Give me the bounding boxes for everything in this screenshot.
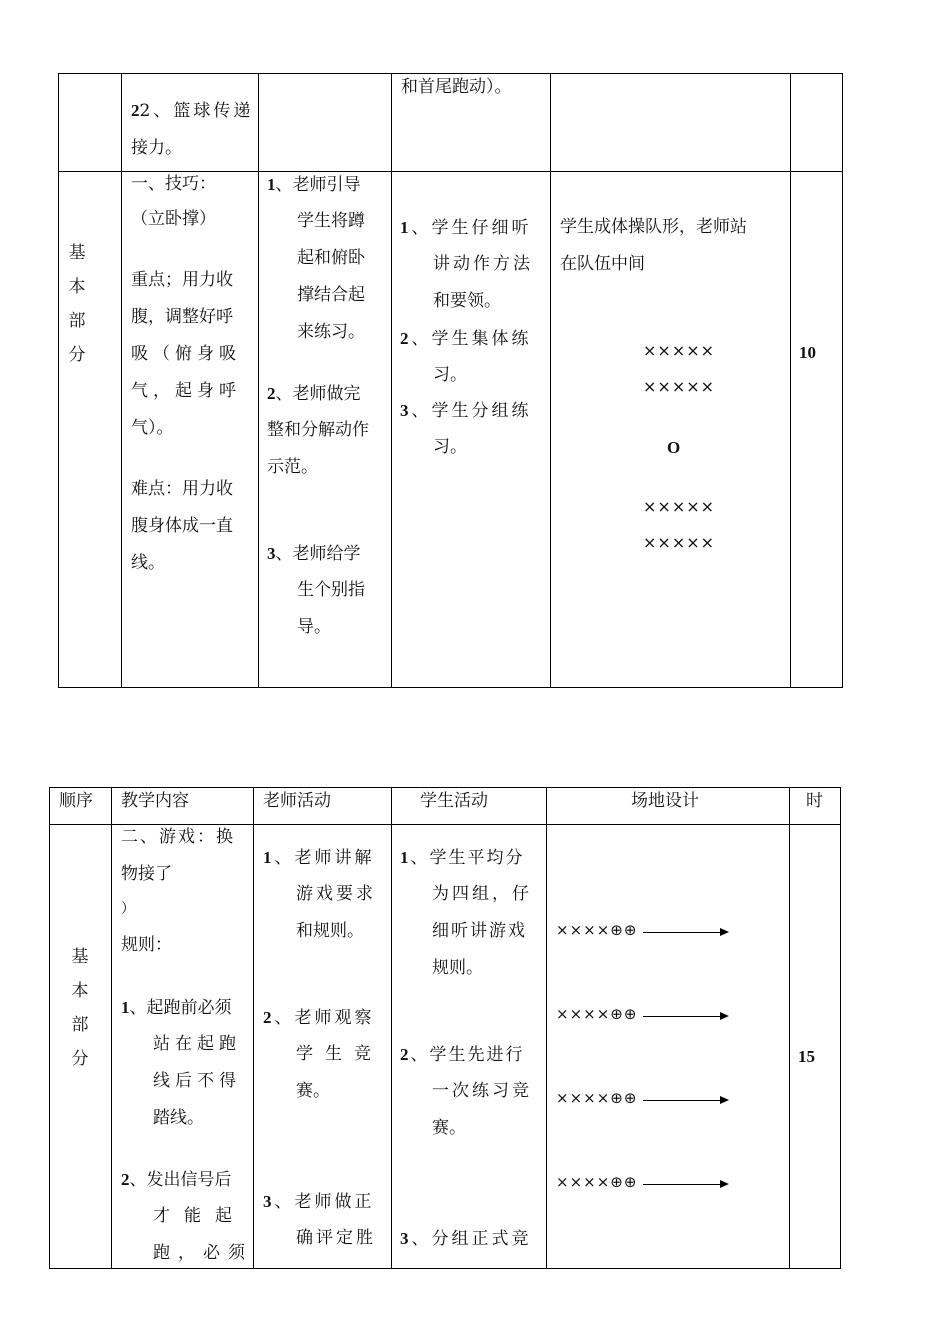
formation-row: ××××× (643, 377, 716, 396)
header-time: 时 (806, 791, 823, 811)
content-line: 接力。 (131, 138, 182, 158)
content-line: 规则： (121, 935, 172, 955)
header-order: 顺序 (59, 791, 93, 811)
header-venue: 场地设计 (631, 791, 699, 811)
content-line: （立卧撑） (131, 209, 216, 229)
content-line: 吸（俯身吸 (131, 344, 241, 364)
formation-row: ××××× (643, 341, 716, 360)
direction-arrow-icon (643, 1016, 727, 1017)
formation-row: ××××× (643, 533, 716, 552)
direction-arrow-icon (643, 1100, 727, 1101)
content-line: 二、游戏：换 (121, 827, 235, 847)
time-value: 10 (799, 343, 816, 362)
content-line: 重点；用力收 (131, 270, 233, 290)
lane-marker: ××××⊕⊕ (556, 1173, 638, 1191)
content-line: 腹身体成一直 (131, 516, 233, 536)
direction-arrow-icon (643, 1184, 727, 1185)
header-teacher: 老师活动 (263, 791, 331, 811)
content-line: 气）。 (131, 418, 174, 438)
direction-arrow-icon (643, 932, 727, 933)
header-content: 教学内容 (121, 791, 189, 811)
lane-marker: ××××⊕⊕ (556, 1089, 638, 1107)
section-label: 基 本 部 分 (68, 243, 86, 365)
venue-description: 在队伍中间 (560, 254, 645, 274)
section-label: 基 本 部 分 (71, 947, 89, 1069)
content-line: ） (121, 901, 135, 917)
header-student: 学生活动 (420, 791, 488, 811)
time-value: 15 (798, 1047, 815, 1066)
content-line: 线。 (131, 553, 165, 573)
lane-marker: ××××⊕⊕ (556, 921, 638, 939)
teacher-position-marker: O (667, 438, 681, 457)
lane-marker: ××××⊕⊕ (556, 1005, 638, 1023)
content-line: 物接了 (121, 864, 172, 884)
venue-description: 学生成体操队形，老师站 (560, 217, 747, 237)
content-line: 腹，调整好呼 (131, 307, 233, 327)
content-line: 难点：用力收 (131, 479, 233, 499)
content-line: 一、技巧： (131, 174, 216, 194)
content-line: 22、篮球传递 (131, 101, 254, 121)
content-line: 气，起身呼 (131, 381, 241, 401)
student-activity-line: 和首尾跑动）。 (401, 77, 512, 97)
formation-row: ××××× (643, 497, 716, 516)
